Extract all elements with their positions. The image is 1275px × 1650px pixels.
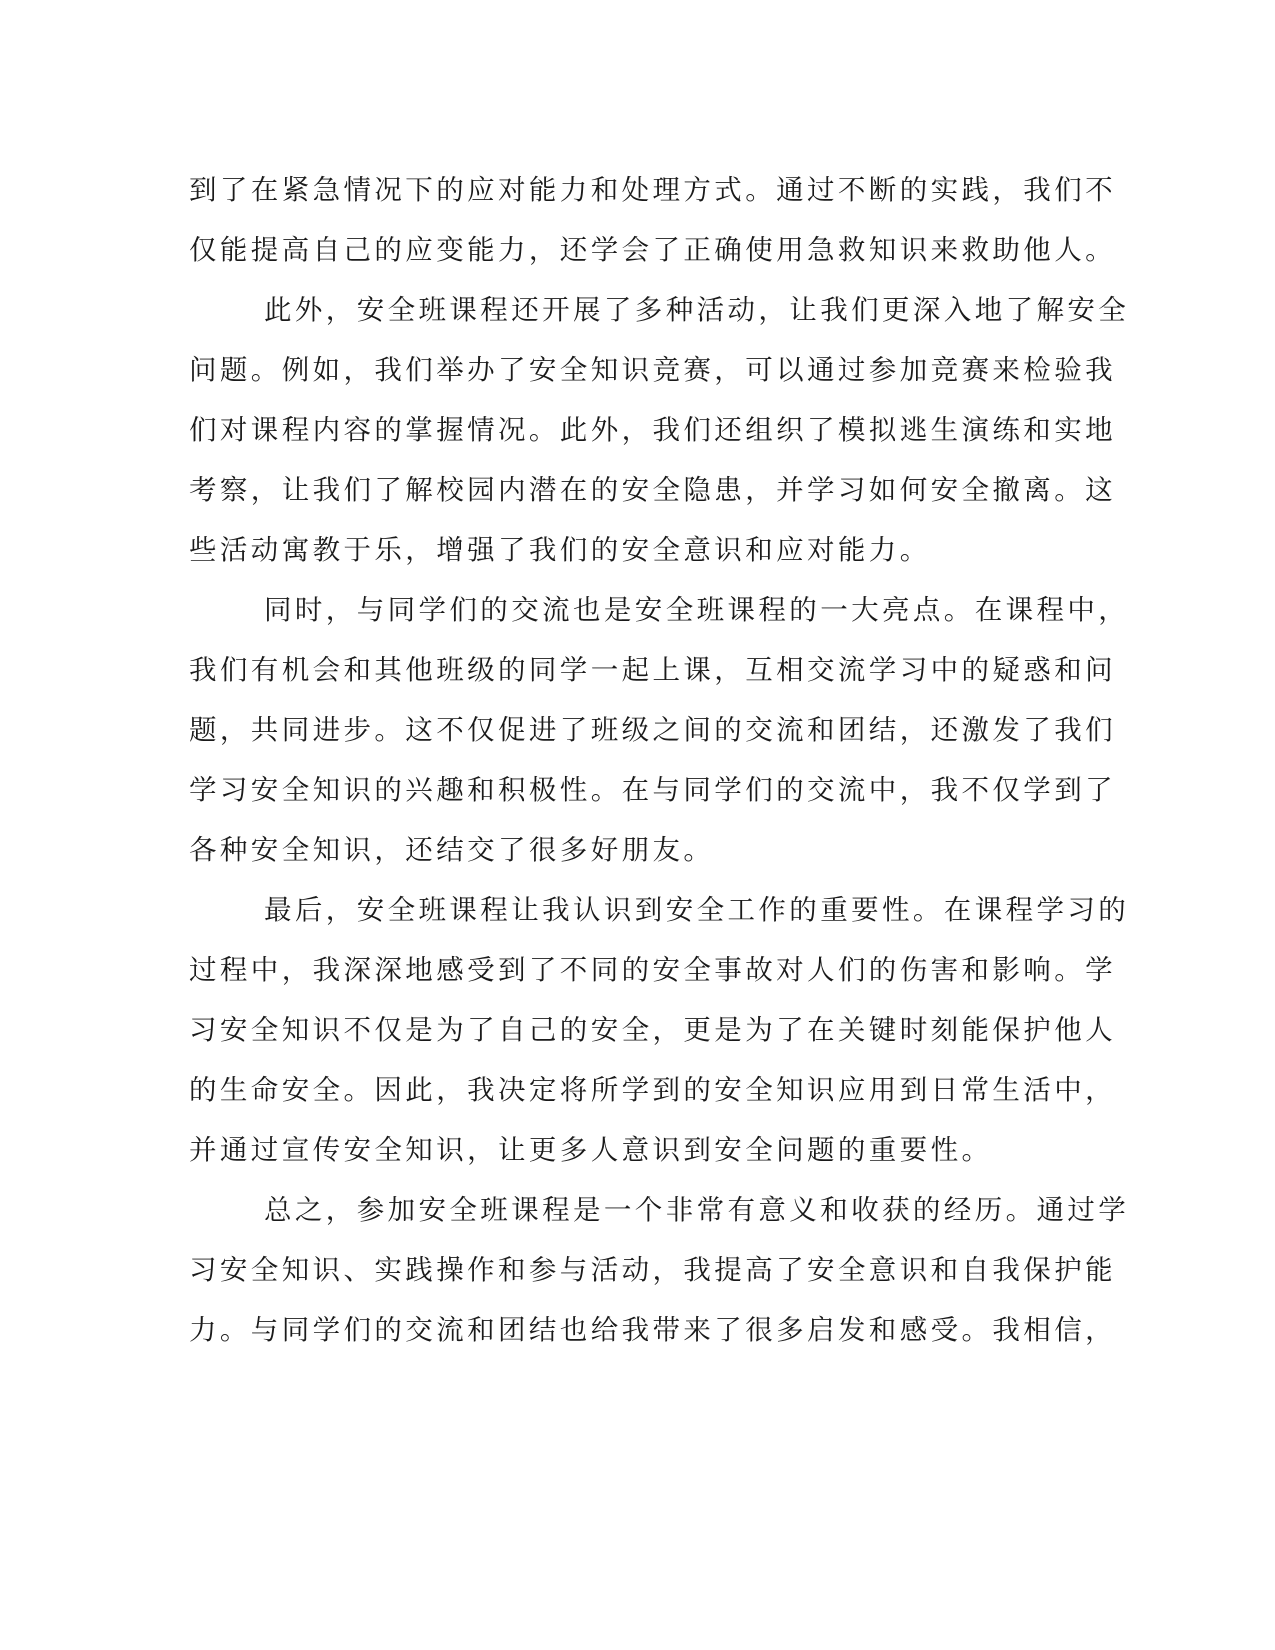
paragraph-4 bbox=[189, 880, 1130, 1180]
text-line: 并通过宣传安全知识，让更多人意识到安全问题的重要性。 bbox=[189, 1134, 993, 1166]
text-line: 学习安全知识的兴趣和积极性。在与同学们的交流中，我不仅学到了 bbox=[189, 774, 1116, 806]
text-line: 过程中，我深深地感受到了不同的安全事故对人们的伤害和影响。学 bbox=[189, 954, 1116, 986]
paragraph-1 bbox=[189, 160, 1116, 280]
text-line: 各种安全知识，还结交了很多好朋友。 bbox=[189, 834, 715, 866]
text-line: 此外，安全班课程还开展了多种活动，让我们更深入地了解安全 bbox=[264, 294, 1130, 326]
text-line: 总之，参加安全班课程是一个非常有意义和收获的经历。通过学 bbox=[264, 1194, 1130, 1226]
text-line: 们对课程内容的掌握情况。此外，我们还组织了模拟逃生演练和实地 bbox=[189, 414, 1116, 446]
text-line: 考察，让我们了解校园内潜在的安全隐患，并学习如何安全撤离。这 bbox=[189, 474, 1116, 506]
text-line: 到了在紧急情况下的应对能力和处理方式。通过不断的实践，我们不 bbox=[189, 174, 1116, 206]
text-line: 习安全知识不仅是为了自己的安全，更是为了在关键时刻能保护他人 bbox=[189, 1014, 1116, 1046]
text-line: 最后，安全班课程让我认识到安全工作的重要性。在课程学习的 bbox=[264, 894, 1130, 926]
text-line: 些活动寓教于乐，增强了我们的安全意识和应对能力。 bbox=[189, 534, 931, 566]
document-body bbox=[189, 160, 1130, 1360]
text-line: 习安全知识、实践操作和参与活动，我提高了安全意识和自我保护能 bbox=[189, 1254, 1116, 1286]
text-line: 题，共同进步。这不仅促进了班级之间的交流和团结，还激发了我们 bbox=[189, 714, 1116, 746]
paragraph-5 bbox=[189, 1180, 1130, 1360]
text-line: 我们有机会和其他班级的同学一起上课，互相交流学习中的疑惑和问 bbox=[189, 654, 1116, 686]
text-line: 问题。例如，我们举办了安全知识竞赛，可以通过参加竞赛来检验我 bbox=[189, 354, 1116, 386]
paragraph-2 bbox=[189, 280, 1130, 580]
paragraph-3 bbox=[189, 580, 1130, 880]
text-line: 仅能提高自己的应变能力，还学会了正确使用急救知识来救助他人。 bbox=[189, 234, 1116, 266]
text-line: 力。与同学们的交流和团结也给我带来了很多启发和感受。我相信， bbox=[189, 1314, 1116, 1346]
text-line: 的生命安全。因此，我决定将所学到的安全知识应用到日常生活中， bbox=[189, 1074, 1116, 1106]
text-line: 同时，与同学们的交流也是安全班课程的一大亮点。在课程中， bbox=[264, 594, 1130, 626]
